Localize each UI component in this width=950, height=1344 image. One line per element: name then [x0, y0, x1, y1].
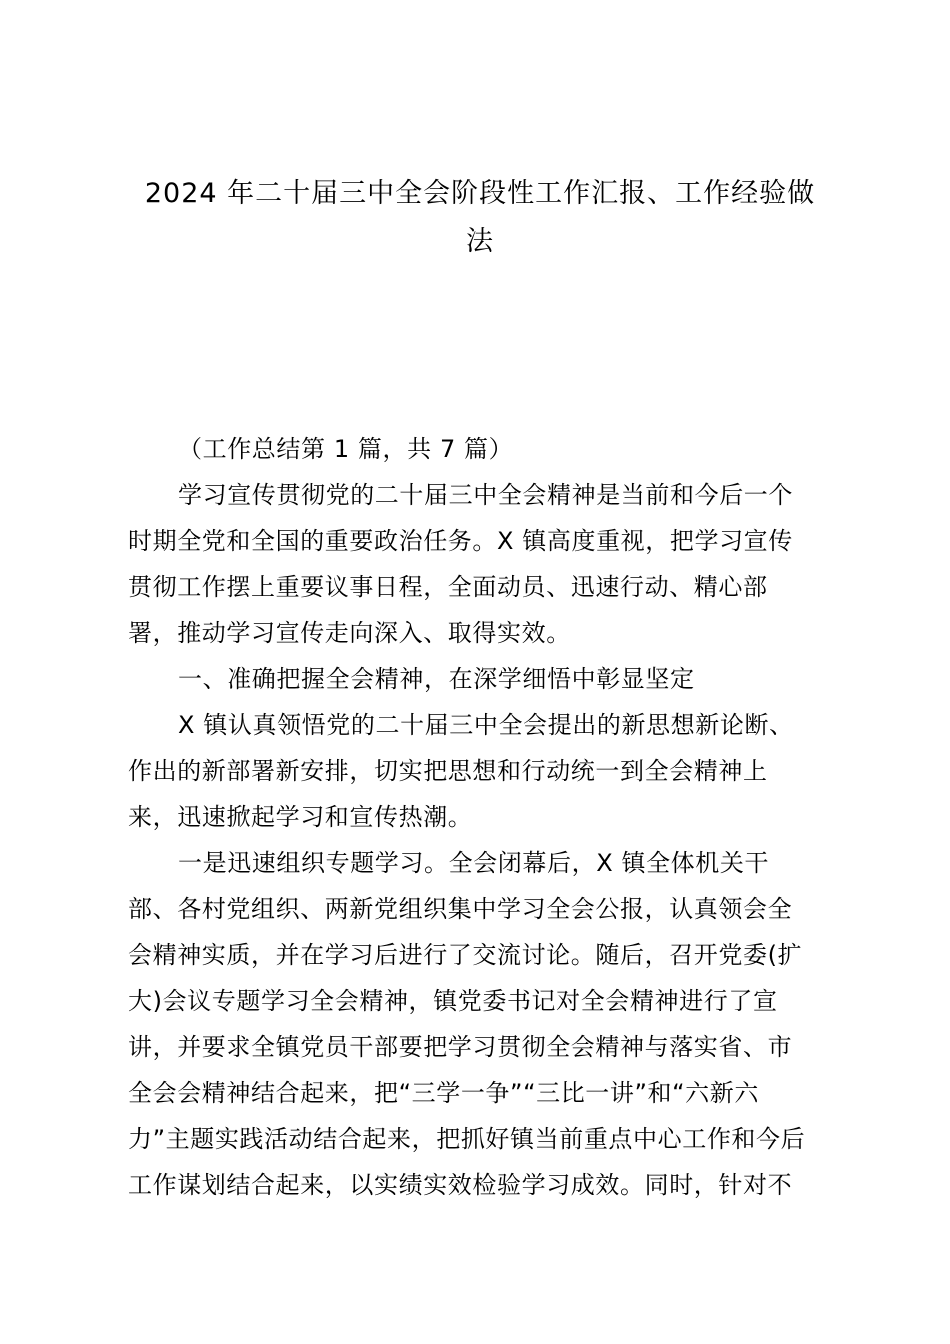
section-heading-1: 一、准确把握全会精神，在深学细悟中彰显坚定: [178, 665, 695, 693]
paragraph-3-line-8: 工作谋划结合起来，以实绩实效检验学习成效。同时，针对不: [128, 1171, 793, 1199]
paragraph-3-line-7: 力”主题实践活动结合起来，把抓好镇当前重点中心工作和今后: [128, 1125, 806, 1153]
document-subtitle: （工作总结第 1 篇，共 7 篇）: [178, 435, 514, 463]
paragraph-2-line-3: 来，迅速掀起学习和宣传热潮。: [128, 803, 473, 831]
document-title: [120, 170, 840, 266]
paragraph-1-line-2: 时期全党和全国的重要政治任务。X 镇高度重视，把学习宣传: [128, 527, 793, 555]
paragraph-1-line-4: 署，推动学习宣传走向深入、取得实效。: [128, 619, 571, 647]
paragraph-1-line-3: 贯彻工作摆上重要议事日程，全面动员、迅速行动、精心部: [128, 573, 768, 601]
paragraph-3-line-1: 一是迅速组织专题学习。全会闭幕后，X 镇全体机关干: [178, 849, 770, 877]
title-line-2: 法: [466, 226, 494, 257]
paragraph-3-line-4: 大)会议专题学习全会精神，镇党委书记对全会精神进行了宣: [128, 987, 778, 1015]
paragraph-2-line-1: X 镇认真领悟党的二十届三中全会提出的新思想新论断、: [178, 711, 794, 739]
title-line-1: 2024 年二十届三中全会阶段性工作汇报、工作经验做: [144, 178, 816, 209]
paragraph-3-line-2: 部、各村党组织、两新党组织集中学习全会公报，认真领会全: [128, 895, 793, 923]
paragraph-3-line-6: 全会会精神结合起来，把“三学一争”“三比一讲”和“六新六: [128, 1079, 759, 1107]
paragraph-3-line-3: 会精神实质，并在学习后进行了交流讨论。随后，召开党委(扩: [128, 941, 803, 969]
paragraph-2-line-2: 作出的新部署新安排，切实把思想和行动统一到全会精神上: [128, 757, 768, 785]
paragraph-3-line-5: 讲，并要求全镇党员干部要把学习贯彻全会精神与落实省、市: [128, 1033, 793, 1061]
paragraph-1-line-1: 学习宣传贯彻党的二十届三中全会精神是当前和今后一个: [178, 481, 793, 509]
